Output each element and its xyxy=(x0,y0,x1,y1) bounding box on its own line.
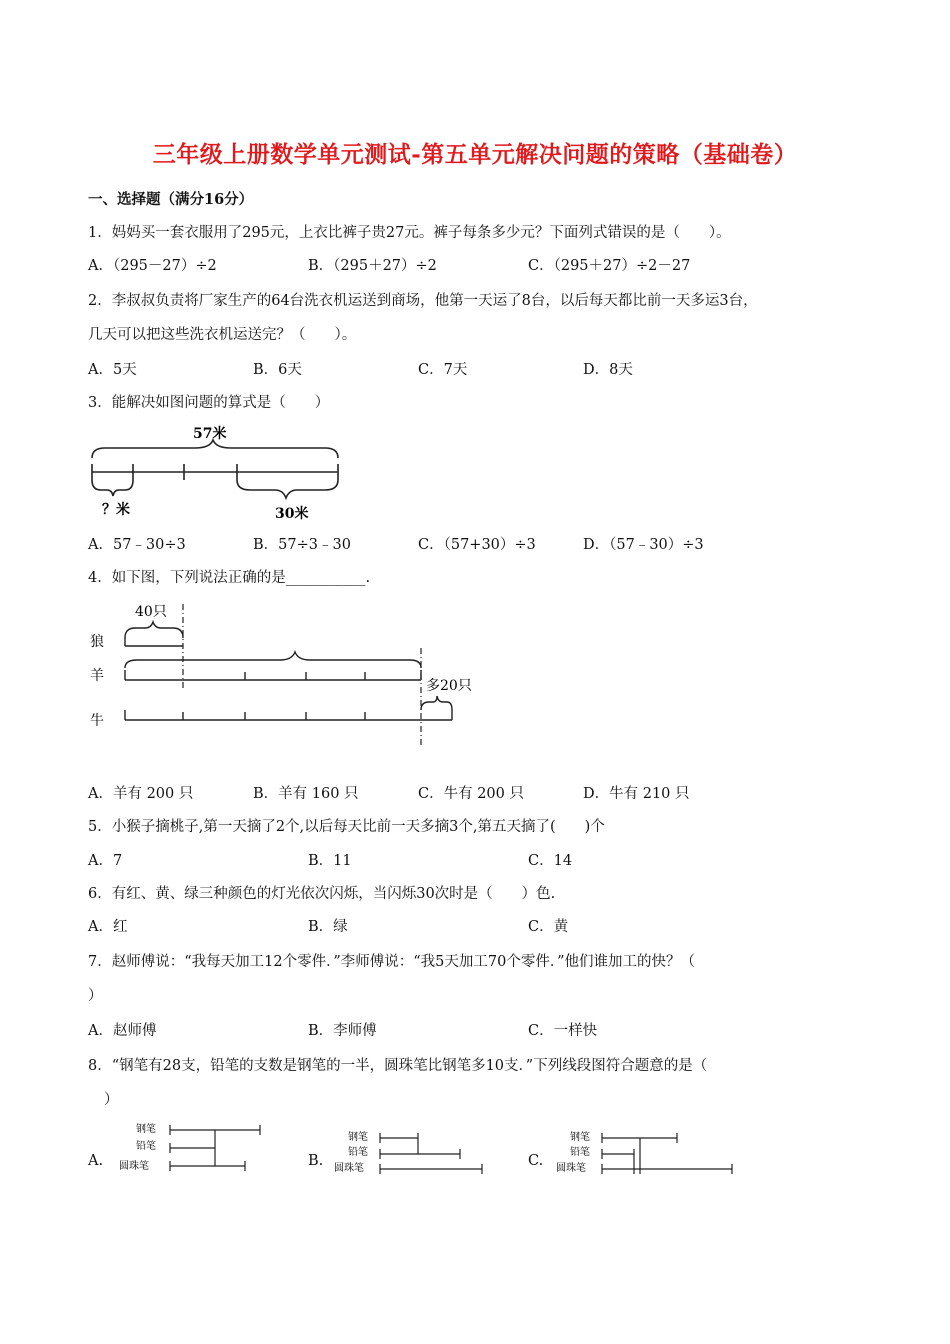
q8a-label-pen: 钢笔 xyxy=(136,1124,156,1135)
q4-option-b[interactable]: B．羊有 160 只 xyxy=(253,786,359,802)
q7-option-a[interactable]: A．赵师傅 xyxy=(88,1023,157,1039)
question-8-text-line2: ） xyxy=(104,1092,119,1108)
q3-segment-diagram xyxy=(85,420,355,525)
q8b-label-ballpoint: 圆珠笔 xyxy=(334,1163,364,1174)
q5-option-b[interactable]: B．11 xyxy=(308,853,352,869)
q3-right-brace xyxy=(237,480,338,498)
q4-more-label: 多20只 xyxy=(426,678,472,694)
q4-option-d[interactable]: D．牛有 210 只 xyxy=(583,786,690,802)
q8-option-b[interactable]: B. xyxy=(308,1153,324,1169)
question-8-text-line1: 8．“钢笔有28支，铅笔的支数是钢笔的一半，圆珠笔比钢笔多10支．”下列线段图符合题意的是（ xyxy=(88,1058,708,1074)
q8-option-c[interactable]: C. xyxy=(528,1153,544,1169)
q7-option-c[interactable]: C．一样快 xyxy=(528,1023,598,1039)
section-heading: 一、选择题（满分16分） xyxy=(88,191,254,208)
question-1-text: 1．妈妈买一套衣服用了295元，上衣比裤子贵27元。裤子每条多少元？下面列式错误的是（ ）。 xyxy=(88,225,731,241)
q1-option-a[interactable]: A．（295－27）÷2 xyxy=(88,258,217,274)
q4-option-c[interactable]: C．牛有 200 只 xyxy=(418,786,524,802)
q4-segment-diagram xyxy=(85,598,505,758)
q8-option-a-diagram[interactable] xyxy=(115,1120,275,1176)
q8b-label-pencil: 铅笔 xyxy=(348,1147,368,1158)
q2-option-a[interactable]: A．5天 xyxy=(88,362,137,378)
q6-option-a[interactable]: A．红 xyxy=(88,919,128,935)
q3-part-label: ？米 xyxy=(102,502,130,518)
q4-cow-label: 牛 xyxy=(90,713,104,729)
q3-option-c[interactable]: C．（57+30）÷3 xyxy=(418,537,536,553)
q8b-label-pen: 钢笔 xyxy=(348,1132,368,1143)
q2-option-c[interactable]: C．7天 xyxy=(418,362,468,378)
q3-option-d[interactable]: D．（57﹣30）÷3 xyxy=(583,537,704,553)
question-2-text-line2: 几天可以把这些洗衣机运送完？（ ）。 xyxy=(88,327,357,343)
q5-option-c[interactable]: C．14 xyxy=(528,853,573,869)
q1-option-b[interactable]: B．（295＋27）÷2 xyxy=(308,258,437,274)
q4-option-a[interactable]: A．羊有 200 只 xyxy=(88,786,194,802)
q8a-label-pencil: 铅笔 xyxy=(136,1141,156,1152)
q3-total-label: 57米 xyxy=(193,426,227,442)
page-title: 三年级上册数学单元测试-第五单元解决问题的策略（基础卷） xyxy=(152,141,798,168)
q6-option-b[interactable]: B．绿 xyxy=(308,919,348,935)
q5-option-a[interactable]: A．7 xyxy=(88,853,123,869)
question-5-text: 5．小猴子摘桃子,第一天摘了2个,以后每天比前一天多摘3个,第五天摘了( )个 xyxy=(88,819,605,835)
q8-option-a[interactable]: A. xyxy=(88,1153,104,1169)
q6-option-c[interactable]: C．黄 xyxy=(528,919,569,935)
q8-option-c-diagram[interactable] xyxy=(552,1124,742,1178)
q3-rest-label: 30米 xyxy=(275,506,309,522)
q4-wolf-label: 狼 xyxy=(90,634,104,650)
question-2-text-line1: 2．李叔叔负责将厂家生产的64台洗衣机运送到商场，他第一天运了8台，以后每天都比前一天多运3台， xyxy=(88,293,758,309)
question-4-text: 4．如下图，下列说法正确的是___________. xyxy=(88,570,371,586)
question-3-text: 3．能解决如图问题的算式是（ ） xyxy=(88,395,330,411)
q3-top-brace xyxy=(92,440,338,458)
q8-option-b-diagram[interactable] xyxy=(330,1124,490,1178)
q8c-label-ballpoint: 圆珠笔 xyxy=(556,1163,586,1174)
q3-option-a[interactable]: A．57﹣30÷3 xyxy=(88,537,186,553)
q4-sheep-label: 羊 xyxy=(90,668,104,684)
q3-option-b[interactable]: B．57÷3﹣30 xyxy=(253,537,351,553)
q2-option-d[interactable]: D．8天 xyxy=(583,362,633,378)
q2-option-b[interactable]: B．6天 xyxy=(253,362,302,378)
q4-wolf-count-label: 40只 xyxy=(135,604,167,620)
question-6-text: 6．有红、黄、绿三种颜色的灯光依次闪烁，当闪烁30次时是（ ）色. xyxy=(88,886,556,902)
question-7-text-line2: ） xyxy=(88,988,103,1004)
q8a-label-ballpoint: 圆珠笔 xyxy=(119,1161,149,1172)
q3-left-brace xyxy=(92,480,133,496)
q8c-label-pencil: 铅笔 xyxy=(570,1147,590,1158)
q1-option-c[interactable]: C．（295＋27）÷2－27 xyxy=(528,258,691,274)
question-7-text-line1: 7．赵师傅说：“我每天加工12个零件．”李师傅说：“我5天加工70个零件．”他们谁加工的快？（ xyxy=(88,954,695,970)
q8c-label-pen: 钢笔 xyxy=(570,1132,590,1143)
q7-option-b[interactable]: B．李师傅 xyxy=(308,1023,377,1039)
